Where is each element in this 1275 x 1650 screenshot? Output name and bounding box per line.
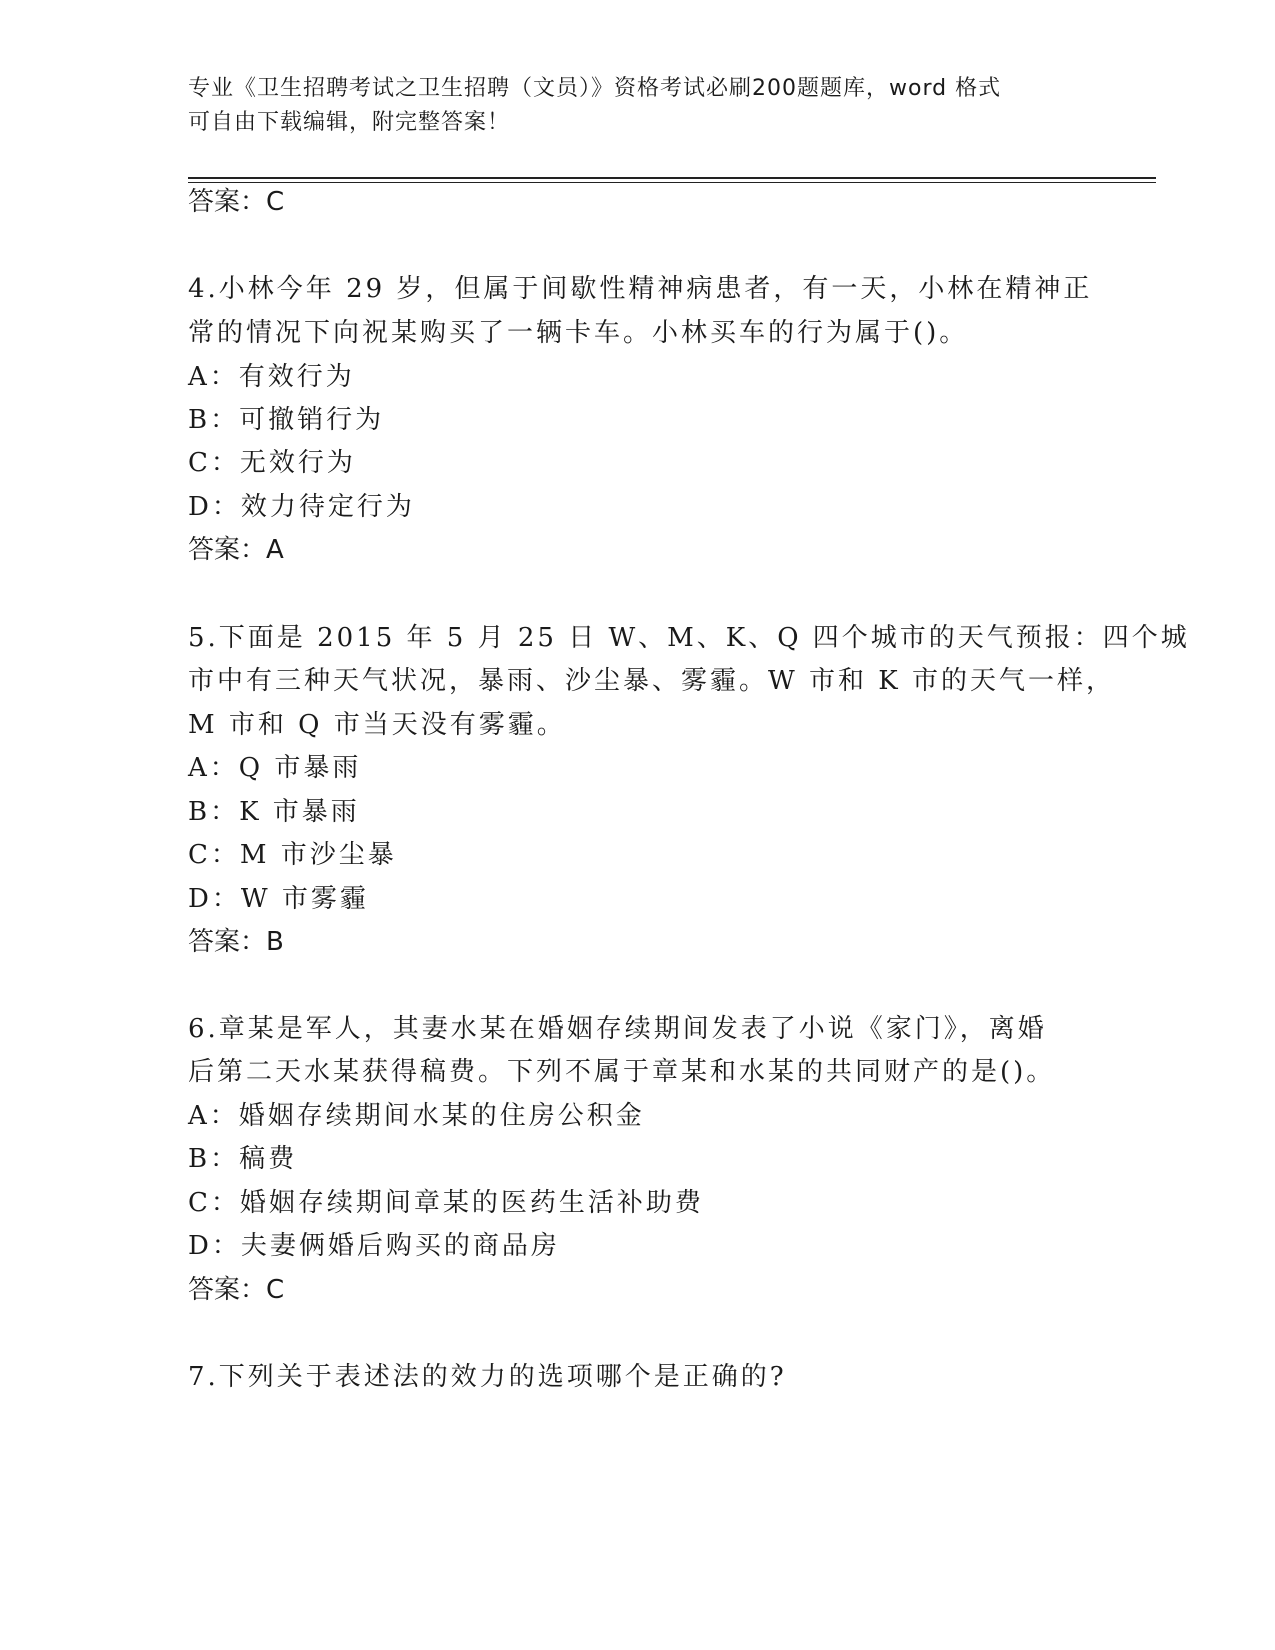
question-4-text: 常的情况下向祝某购买了一辆卡车。小林买车的行为属于()。: [188, 318, 969, 348]
document-header: [188, 72, 1088, 140]
header-divider-thin: [188, 182, 1156, 183]
question-7-text: 7.下列关于表述法的效力的选项哪个是正确的?: [188, 1362, 787, 1392]
answer-q6: 答案：C: [188, 1275, 285, 1305]
question-5-option-a: A：Q 市暴雨: [188, 753, 362, 783]
question-5-option-b: B：K 市暴雨: [188, 797, 360, 827]
question-4-option-c: C：无效行为: [188, 448, 356, 478]
question-4-option-b: B：可撤销行为: [188, 405, 385, 435]
answer-q5: 答案：B: [188, 927, 284, 957]
header-line: 专业《卫生招聘考试之卫生招聘（文员）》资格考试必刷200题题库，word 格式: [188, 76, 1002, 101]
answer-q4: 答案：A: [188, 535, 284, 565]
answer-q3: 答案：C: [188, 187, 285, 217]
question-6-option-c: C：婚姻存续期间章某的医药生活补助费: [188, 1188, 704, 1218]
question-4-text: 4.小林今年 29 岁，但属于间歇性精神病患者，有一天，小林在精神正: [188, 274, 1093, 304]
question-6-text: 6.章某是军人，其妻水某在婚姻存续期间发表了小说《家门》，离婚: [188, 1014, 1047, 1044]
question-6-option-a: A：婚姻存续期间水某的住房公积金: [188, 1101, 645, 1131]
header-line: 可自由下载编辑，附完整答案！: [188, 110, 511, 135]
question-6-text: 后第二天水某获得稿费。下列不属于章某和水某的共同财产的是()。: [188, 1057, 1056, 1087]
question-6-option-b: B：稿费: [188, 1144, 298, 1174]
header-divider: [188, 177, 1156, 179]
question-4-option-a: A：有效行为: [188, 362, 355, 392]
question-6-option-d: D：夫妻俩婚后购买的商品房: [188, 1231, 560, 1261]
question-5-text: 市中有三种天气状况，暴雨、沙尘暴、雾霾。W 市和 K 市的天气一样，: [188, 666, 1115, 696]
question-5-text: 5.下面是 2015 年 5 月 25 日 W、M、K、Q 四个城市的天气预报：四个城: [188, 623, 1190, 653]
question-5-option-d: D：W 市雾霾: [188, 884, 369, 914]
question-4-option-d: D：效力待定行为: [188, 492, 415, 522]
question-5-text: M 市和 Q 市当天没有雾霾。: [188, 710, 566, 740]
question-5-option-c: C：M 市沙尘暴: [188, 840, 397, 870]
